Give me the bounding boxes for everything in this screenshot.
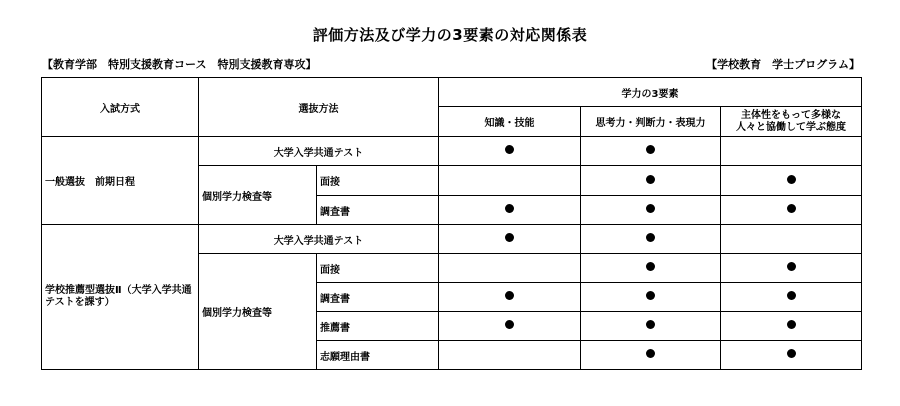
mark-cell [581,283,721,312]
method-item: 面接 [317,254,439,283]
header-element-attitude [721,107,862,137]
header-exam-type: 入試方式 [42,78,199,137]
mark-cell [721,283,862,312]
filled-circle-icon [787,291,796,300]
filled-circle-icon [787,175,796,184]
mark-cell [581,312,721,341]
method-group-individual: 個別学力検査等 [199,254,317,370]
mark-cell [721,166,862,196]
table-row [42,137,862,166]
mark-cell [439,341,581,370]
filled-circle-icon [505,233,514,242]
header-element-attitude-line2: 人々と協働して学ぶ態度 [736,121,847,133]
mark-cell [721,137,862,166]
page-title: 評価方法及び学力の3要素の対応関係表 [312,26,588,44]
filled-circle-icon [787,204,796,213]
header-three-elements: 学力の3要素 [439,78,862,107]
mark-cell [581,166,721,196]
filled-circle-icon [646,262,655,271]
mark-cell [439,137,581,166]
mark-cell [721,254,862,283]
mark-cell [581,225,721,254]
header-element-knowledge: 知識・技能 [439,107,581,137]
header-element-thinking: 思考力・判断力・表現力 [581,107,721,137]
method-group-individual: 個別学力検査等 [199,166,317,225]
filled-circle-icon [787,320,796,329]
mark-cell [581,137,721,166]
mark-cell [721,341,862,370]
table-row [42,225,862,254]
filled-circle-icon [505,204,514,213]
mark-cell [721,196,862,225]
method-item: 面接 [317,166,439,196]
exam-type-school-recommendation: 学校推薦型選抜Ⅱ（大学入学共通テストを課す） [42,225,199,370]
filled-circle-icon [646,291,655,300]
method-common-test: 大学入学共通テスト [199,225,439,254]
filled-circle-icon [646,233,655,242]
method-item: 推薦書 [317,312,439,341]
mark-cell [721,312,862,341]
header-selection-method: 選抜方法 [199,78,439,137]
mark-cell [581,341,721,370]
evaluation-table [41,77,862,370]
filled-circle-icon [787,262,796,271]
filled-circle-icon [505,291,514,300]
method-item: 調査書 [317,283,439,312]
header-element-attitude-line1: 主体性をもって多様な [741,109,842,121]
filled-circle-icon [646,204,655,213]
mark-cell [581,254,721,283]
mark-cell [439,312,581,341]
faculty-course-label: 【教育学部 特別支援教育コース 特別支援教育専攻】 [42,58,317,71]
program-label: 【学校教育 学士プログラム】 [706,58,860,71]
mark-cell [581,196,721,225]
filled-circle-icon [787,349,796,358]
filled-circle-icon [505,320,514,329]
filled-circle-icon [505,145,514,154]
filled-circle-icon [646,349,655,358]
filled-circle-icon [646,175,655,184]
filled-circle-icon [646,320,655,329]
mark-cell [439,225,581,254]
mark-cell [439,254,581,283]
method-item: 志願理由書 [317,341,439,370]
mark-cell [721,225,862,254]
mark-cell [439,283,581,312]
method-common-test: 大学入学共通テスト [199,137,439,166]
mark-cell [439,196,581,225]
filled-circle-icon [646,145,655,154]
mark-cell [439,166,581,196]
exam-type-general: 一般選抜 前期日程 [42,137,199,225]
method-item: 調査書 [317,196,439,225]
